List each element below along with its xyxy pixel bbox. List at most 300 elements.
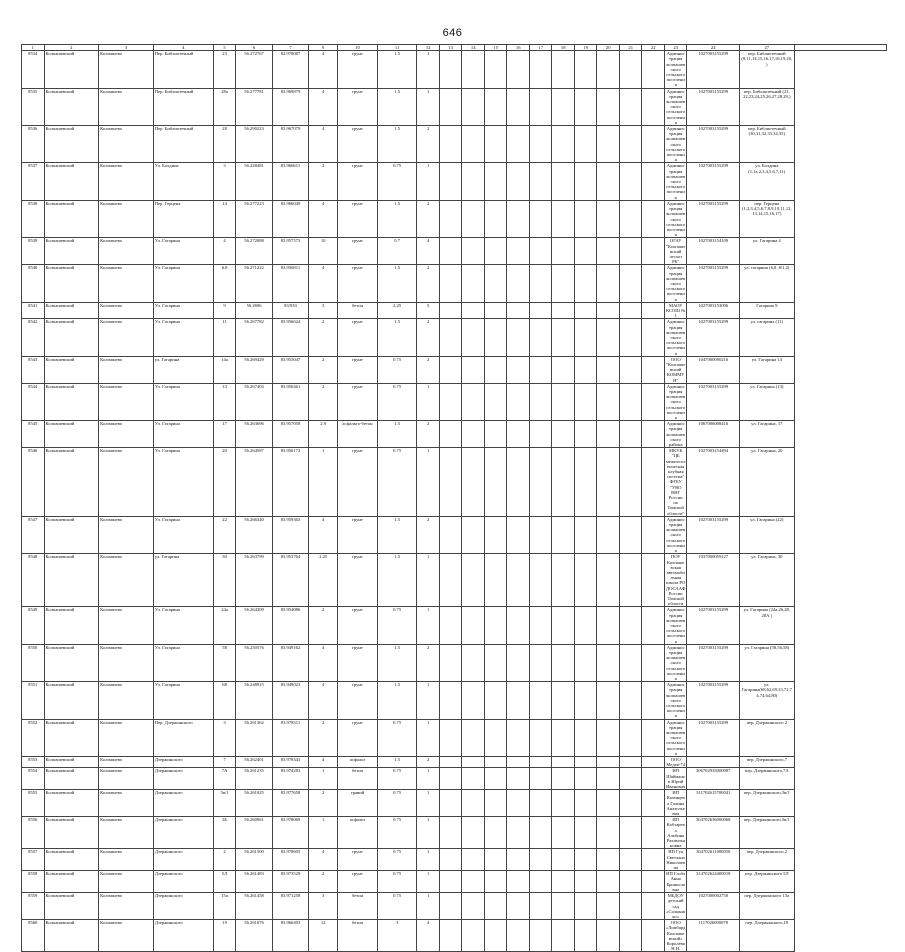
table-cell xyxy=(462,265,485,302)
table-row xyxy=(22,448,887,517)
table-cell xyxy=(642,319,665,356)
table-cell: 56.263696 xyxy=(236,421,272,448)
table-cell: 1 xyxy=(417,768,440,790)
table-cell: 9 xyxy=(213,302,236,319)
table-cell xyxy=(619,719,642,756)
table-cell: 8560 xyxy=(22,920,45,952)
table-cell xyxy=(642,893,665,920)
table-cell: ООО «Ломбард Колпашевский» Королёва Н.Н. xyxy=(666,920,686,952)
table-cell xyxy=(574,319,597,356)
table-cell: 1.5 xyxy=(377,319,417,356)
table-cell xyxy=(484,265,507,302)
table-cell xyxy=(574,126,597,163)
table-cell xyxy=(439,448,462,517)
table-cell xyxy=(529,871,552,893)
table-cell xyxy=(574,682,597,719)
table-cell: грунт xyxy=(338,871,378,893)
table-cell: пер. Дзержинского,5в/1 xyxy=(739,790,794,817)
table-cell: Администрация колпашевского сельского поселения xyxy=(666,200,686,238)
table-cell: 28 xyxy=(213,126,236,163)
table-cell xyxy=(462,893,485,920)
table-cell xyxy=(439,871,462,893)
table-cell xyxy=(552,849,575,871)
table-cell xyxy=(619,356,642,383)
table-cell xyxy=(642,126,665,163)
table-cell: Колпашевский xyxy=(44,319,99,356)
table-cell xyxy=(574,302,597,319)
table-cell xyxy=(619,265,642,302)
table-cell xyxy=(552,421,575,448)
table-cell xyxy=(619,849,642,871)
table-cell xyxy=(619,448,642,517)
table-cell: 1027003155299 xyxy=(687,719,740,756)
table-cell: 4 xyxy=(213,238,236,265)
table-cell xyxy=(529,790,552,817)
table-cell: 1.5 xyxy=(377,265,417,302)
table-cell: Администрация колпашевского сельского поселения xyxy=(666,163,686,200)
table-cell: Ул. Гагарина xyxy=(153,682,213,719)
table-cell: 1.5 xyxy=(377,757,417,768)
table-cell: Колпашевский xyxy=(44,554,99,607)
table-row xyxy=(22,644,887,681)
table-cell xyxy=(642,768,665,790)
table-cell: 1.5 xyxy=(377,421,417,448)
table-cell xyxy=(462,768,485,790)
table-cell xyxy=(529,265,552,302)
table-cell: Дзержинского xyxy=(153,849,213,871)
table-cell xyxy=(439,893,462,920)
table-cell xyxy=(507,238,530,265)
table-cell xyxy=(597,421,620,448)
table-cell: 3 xyxy=(213,719,236,756)
table-cell: Колпашево xyxy=(99,849,154,871)
table-cell xyxy=(642,682,665,719)
table-cell: 83.966493 xyxy=(272,920,308,952)
table-cell: 8559 xyxy=(22,893,45,920)
table-cell: 1 xyxy=(417,790,440,817)
table-cell xyxy=(597,849,620,871)
column-header: 24 xyxy=(687,45,740,51)
table-cell: 58 xyxy=(213,644,236,681)
table-cell: ОГАУ "Колпашевский лесхоз РБ" xyxy=(666,238,686,265)
table-cell: 83.956172 xyxy=(272,448,308,517)
table-cell: Дзержинского xyxy=(153,757,213,768)
table-cell: Дзержинского xyxy=(153,871,213,893)
table-row xyxy=(22,163,887,200)
table-cell: 1027003155299 xyxy=(687,200,740,237)
column-header: 17 xyxy=(529,45,552,51)
table-cell: Гагарина 9 xyxy=(739,302,794,319)
table-cell: ул. Гагарина (22) xyxy=(739,516,794,553)
table-cell xyxy=(529,644,552,681)
table-cell xyxy=(642,88,665,125)
table-cell: 1 xyxy=(417,383,440,420)
table-cell xyxy=(462,719,485,756)
table-cell: 1.5 xyxy=(377,88,417,125)
table-cell xyxy=(597,682,620,719)
table-cell xyxy=(529,607,552,644)
table-cell: 0.75 xyxy=(377,607,417,644)
table-cell: 1027003153096 xyxy=(687,302,740,319)
table-cell: 3 xyxy=(309,302,338,319)
table-cell xyxy=(507,893,530,920)
table-cell xyxy=(462,383,485,420)
table-cell xyxy=(507,421,530,448)
table-cell xyxy=(642,554,665,607)
table-cell: 0.75 xyxy=(377,768,417,790)
table-cell xyxy=(619,554,642,607)
table-cell: 5Л xyxy=(213,871,236,893)
table-cell: Ул. Гагарина xyxy=(153,421,213,448)
table-cell xyxy=(462,790,485,817)
table-cell: 1 xyxy=(417,51,440,88)
table-cell xyxy=(552,893,575,920)
table-cell xyxy=(574,768,597,790)
table-cell: 4 xyxy=(417,238,440,265)
table-cell: 56.261362 xyxy=(236,719,272,756)
table-cell: 4 xyxy=(309,757,338,768)
table-cell: 10 xyxy=(309,238,338,265)
table-cell xyxy=(642,516,665,553)
table-cell: 8557 xyxy=(22,849,45,871)
table-cell: Колпашево xyxy=(99,682,154,719)
table-cell: ул. Гагарина, 30 xyxy=(739,554,794,607)
table-cell: 8534 xyxy=(22,51,45,88)
table-cell: 1 xyxy=(309,817,338,849)
table-cell: ПОУ Колпашевская автомобильная школа РО ДОСААФ России Томской области xyxy=(666,554,686,607)
table-cell xyxy=(552,88,575,125)
table-cell: 5 xyxy=(417,302,440,319)
table-cell: пер. Дзержинского 2 xyxy=(739,719,794,756)
table-cell: ИП Шайманов Юрий Иванович xyxy=(666,768,686,790)
table-cell xyxy=(619,238,642,265)
table-cell: Дзержинского xyxy=(153,920,213,952)
table-cell: 83.978311 xyxy=(272,719,308,756)
table-cell: Колпашевский xyxy=(44,448,99,517)
column-header: 21 xyxy=(619,45,642,51)
table-cell: 24а xyxy=(213,607,236,644)
table-cell: Колпашево xyxy=(99,302,154,319)
table-cell: бетон xyxy=(338,768,378,790)
table-cell: 0.7 xyxy=(377,238,417,265)
table-cell: 2 xyxy=(309,319,338,356)
table-row xyxy=(22,265,887,302)
table-cell: 83/933 xyxy=(272,302,308,319)
table-cell: 1027003155299 xyxy=(687,265,740,302)
table-cell: пер. Дзержинского,7 xyxy=(739,757,794,768)
table-cell: 2 xyxy=(417,319,440,356)
column-header: 13 xyxy=(439,45,462,51)
table-cell xyxy=(574,893,597,920)
table-cell xyxy=(484,682,507,719)
table-cell xyxy=(552,200,575,237)
table-cell xyxy=(642,448,665,517)
table-cell: Колпашевский xyxy=(44,719,99,756)
table-cell xyxy=(574,554,597,607)
table-cell: 56.277223 xyxy=(236,200,272,237)
table-cell xyxy=(552,920,575,952)
table-cell: 8540 xyxy=(22,265,45,302)
table-row xyxy=(22,200,887,237)
table-cell xyxy=(619,302,642,319)
table-cell: Пер. Библиотечный xyxy=(153,51,213,88)
table-cell xyxy=(529,516,552,553)
table-cell xyxy=(552,757,575,768)
table-cell: Колпашевский xyxy=(44,421,99,448)
table-cell: 83.957573 xyxy=(272,238,308,265)
table-cell xyxy=(619,768,642,790)
table-cell xyxy=(507,51,530,88)
table-cell xyxy=(484,893,507,920)
table-cell xyxy=(597,817,620,849)
table-cell: Ул. Гагарина xyxy=(153,302,213,319)
table-cell: ул. гагарина (11) xyxy=(739,319,794,356)
table-cell: пер. Библиотечный (21, 22,23,24,25,26,27,28,29,) xyxy=(739,88,794,125)
table-cell: 14 xyxy=(213,200,236,237)
table-cell: 4 xyxy=(417,920,440,952)
table-cell: Колпашевский xyxy=(44,757,99,768)
table-cell: 56.262401 xyxy=(236,757,272,768)
table-cell xyxy=(642,421,665,448)
table-cell xyxy=(507,849,530,871)
table-cell xyxy=(529,51,552,88)
table-cell: пер. Герцена (1,2,3,4,5,6,7,8,9,10,11,12,13,14,15,16,17) xyxy=(739,200,794,237)
table-cell xyxy=(484,200,507,237)
table-cell: 13 xyxy=(213,383,236,420)
table-cell xyxy=(439,719,462,756)
table-cell xyxy=(439,200,462,237)
table-cell: 1.5 xyxy=(377,126,417,163)
table-cell xyxy=(619,893,642,920)
table-cell: 83.978069 xyxy=(272,817,308,849)
table-cell: 4 xyxy=(309,126,338,163)
table-cell: 0.75 xyxy=(377,356,417,383)
table-cell: Колпашево xyxy=(99,817,154,849)
table-cell: 56.261458 xyxy=(236,893,272,920)
table-cell: 8550 xyxy=(22,644,45,681)
table-cell xyxy=(552,163,575,200)
table-cell: Пер. Герцена xyxy=(153,200,213,237)
table-cell: 1027003154109 xyxy=(687,238,740,265)
table-cell xyxy=(552,448,575,517)
table-cell: Администрация колпашевского района xyxy=(666,421,686,448)
table-cell: Администрация колпашевского сельского поселения xyxy=(666,265,686,302)
table-cell xyxy=(439,238,462,265)
table-cell: ИП Казанцева Галина Анатольевна xyxy=(664,790,687,817)
table-cell: ул. Гагарина 14 xyxy=(739,356,794,383)
table-cell xyxy=(619,51,642,88)
table-row xyxy=(22,817,887,849)
table-cell: 56.269429 xyxy=(236,356,272,383)
table-cell: 1027003155299 xyxy=(687,163,740,200)
table-row xyxy=(22,51,887,88)
table-cell: 15а xyxy=(213,893,236,920)
table-cell: грунт xyxy=(338,448,378,517)
table-cell: Колпашевский xyxy=(44,356,99,383)
table-cell: 8552 xyxy=(22,719,45,756)
table-cell: 2 xyxy=(309,163,338,200)
table-cell xyxy=(642,790,665,817)
table-cell: 6,8 xyxy=(213,265,236,302)
table-cell xyxy=(619,790,642,817)
table-row xyxy=(22,302,887,319)
table-cell: 56.266340 xyxy=(236,516,272,553)
table-cell: Колпашевский xyxy=(44,644,99,681)
table-cell: 3 xyxy=(377,920,417,952)
table-cell: 56.261676 xyxy=(236,920,272,952)
table-cell xyxy=(597,757,620,768)
table-cell: Администрация колпашевского сельского поселения xyxy=(666,516,686,554)
table-cell xyxy=(574,757,597,768)
table-cell: 5Б xyxy=(213,817,236,849)
table-cell xyxy=(484,607,507,644)
table-row xyxy=(22,516,887,553)
table-cell: 1027003155299 xyxy=(687,126,740,163)
table-cell: Ул. Гагарина xyxy=(153,516,213,553)
table-cell: Колпашево xyxy=(99,383,154,420)
table-cell xyxy=(574,817,597,849)
table-cell xyxy=(574,790,597,817)
table-cell: 8537 xyxy=(22,163,45,200)
table-cell: ООО Медея-74 xyxy=(666,757,686,768)
table-cell: 8538 xyxy=(22,200,45,237)
table-cell xyxy=(439,88,462,125)
table-cell: ИП Глоба Анна Брониславна xyxy=(666,871,686,892)
table-cell: Администрация колпашевского сельского поселения xyxy=(666,607,686,644)
table-cell xyxy=(642,644,665,681)
table-cell: 2 xyxy=(417,126,440,163)
table-cell: 1027003155299 xyxy=(687,383,740,420)
table-cell xyxy=(552,607,575,644)
table-cell: 304702611000050 xyxy=(687,849,740,871)
table-cell: Колпашево xyxy=(99,319,154,356)
table-cell: грунт xyxy=(338,163,378,200)
table-cell xyxy=(597,607,620,644)
table-cell: Дзержинского xyxy=(153,790,213,817)
table-cell xyxy=(642,849,665,871)
table-cell: 7 xyxy=(213,757,236,768)
table-cell: Колпашевский xyxy=(44,920,99,952)
table-cell: грунт xyxy=(338,554,378,607)
table-cell: 8536 xyxy=(22,126,45,163)
table-cell xyxy=(484,356,507,383)
column-header: 6 xyxy=(236,45,272,51)
table-cell xyxy=(552,238,575,265)
table-cell xyxy=(439,265,462,302)
table-cell: Администрация колпашевского сельского поселения xyxy=(666,126,686,163)
column-header: 7 xyxy=(272,45,308,51)
table-cell xyxy=(574,51,597,88)
table-cell: 30 xyxy=(213,554,236,607)
column-header: 22 xyxy=(642,45,665,51)
table-cell: Колпашево xyxy=(99,51,154,88)
table-cell: 8546 xyxy=(22,448,45,517)
table-cell xyxy=(529,383,552,420)
table-cell xyxy=(619,817,642,849)
table-cell: 56.228481 xyxy=(236,163,272,200)
table-cell: грунт xyxy=(338,849,378,871)
table-cell xyxy=(484,790,507,817)
table-cell xyxy=(597,554,620,607)
table-cell: МКУК "ЦБ межпоселенческая клубная система" ФГБУ "УВО ВНГ России по Томской области" xyxy=(665,448,686,516)
column-header: 14 xyxy=(462,45,485,51)
table-cell: Пер. Дзержинского xyxy=(153,719,213,756)
table-cell: 0.75 xyxy=(377,817,417,849)
table-cell xyxy=(642,51,665,88)
table-cell: грунт xyxy=(338,126,378,163)
table-cell: ИП Кобзарева Альбина Рахимзьяновна xyxy=(664,817,687,849)
table-cell xyxy=(574,719,597,756)
table-cell xyxy=(439,356,462,383)
table-cell xyxy=(597,920,620,952)
table-cell: 1027003155299 xyxy=(687,682,740,719)
table-cell xyxy=(439,607,462,644)
table-cell: 0.75 xyxy=(377,448,417,517)
table-cell: Колпашевский xyxy=(44,126,99,163)
table-cell: 83.966611 xyxy=(272,163,308,200)
table-cell xyxy=(507,265,530,302)
table-cell xyxy=(462,849,485,871)
table-cell: 1027003155299 xyxy=(687,516,740,553)
table-cell: Колпашево xyxy=(99,768,154,790)
table-cell xyxy=(507,356,530,383)
table-cell: 1027003155299 xyxy=(687,88,740,125)
table-cell xyxy=(597,644,620,681)
table-cell xyxy=(574,356,597,383)
table-cell: Колпашевский xyxy=(44,790,99,817)
table-cell xyxy=(484,757,507,768)
table-cell xyxy=(642,920,665,952)
table-cell: 1.5 xyxy=(377,516,417,553)
table-row xyxy=(22,757,887,768)
table-cell xyxy=(439,817,462,849)
page-number: 646 xyxy=(442,27,463,39)
table-cell: Колпашево xyxy=(99,516,154,553)
table-cell xyxy=(462,238,485,265)
table-cell: 0.75 xyxy=(377,719,417,756)
table-cell: грунт xyxy=(338,265,378,302)
table-body xyxy=(22,51,887,952)
table-cell xyxy=(552,817,575,849)
table-cell: 83.959363 xyxy=(272,516,308,553)
table-cell: 1117026000078 xyxy=(687,920,740,952)
table-cell xyxy=(597,88,620,125)
table-cell xyxy=(462,88,485,125)
table-cell xyxy=(484,238,507,265)
table-cell: 83.956624 xyxy=(272,319,308,356)
table-cell: 1027003155299 xyxy=(687,644,740,681)
table-cell: Колпашево xyxy=(99,200,154,237)
table-cell: 1 xyxy=(417,554,440,607)
table-cell: Колпашевский xyxy=(44,302,99,319)
table-cell xyxy=(642,200,665,237)
column-header: 27 xyxy=(739,45,794,51)
table-cell xyxy=(642,871,665,893)
table-cell xyxy=(574,849,597,871)
table-cell xyxy=(484,516,507,553)
table-cell xyxy=(597,163,620,200)
table-cell xyxy=(484,920,507,952)
table-cell: 2.25 xyxy=(309,554,338,607)
table-cell xyxy=(619,920,642,952)
table-cell: грунт xyxy=(338,200,378,237)
table-cell: Колпашево xyxy=(99,871,154,893)
table-cell xyxy=(507,768,530,790)
table-cell: Колпашевский xyxy=(44,893,99,920)
table-cell xyxy=(439,319,462,356)
table-cell xyxy=(552,871,575,893)
table-cell xyxy=(507,817,530,849)
